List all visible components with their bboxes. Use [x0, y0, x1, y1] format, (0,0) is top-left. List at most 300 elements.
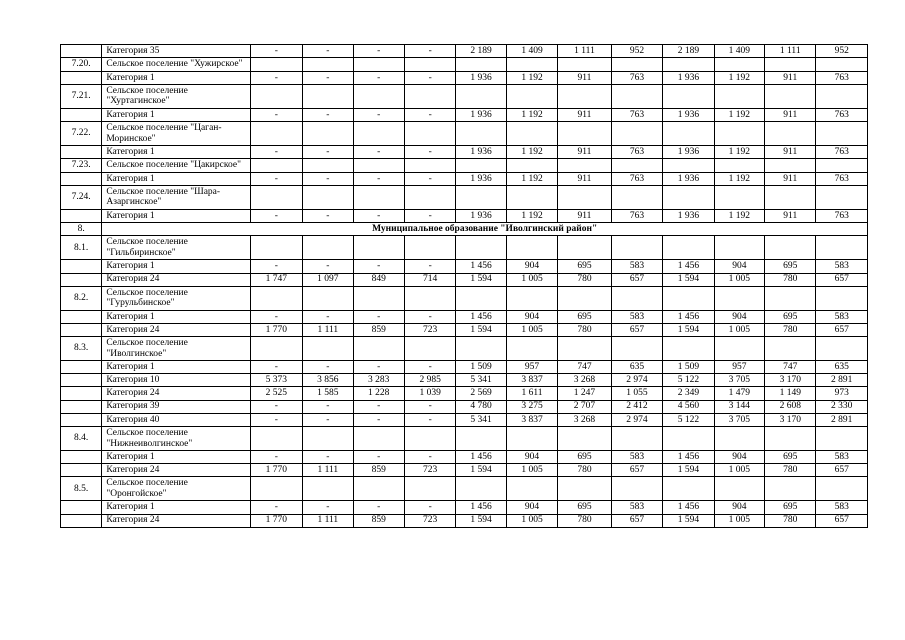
- tariff-value-cell: 2 330: [816, 400, 868, 413]
- empty-cell: [353, 337, 404, 361]
- tariff-value-cell: -: [404, 400, 455, 413]
- category-name: Категория 1: [102, 260, 250, 273]
- empty-cell: [303, 477, 353, 501]
- tariff-value-cell: 695: [558, 260, 611, 273]
- category-row: [61, 209, 868, 222]
- empty-cell: [816, 477, 868, 501]
- tariff-value-cell: 2 974: [611, 413, 662, 426]
- empty-cell: [558, 122, 611, 146]
- tariff-value-cell: 911: [558, 108, 611, 121]
- category-row: [61, 361, 868, 374]
- empty-cell: [611, 286, 662, 310]
- tariff-value-cell: 657: [816, 273, 868, 286]
- tariff-value-cell: 3 170: [765, 374, 816, 387]
- tariff-value-cell: -: [303, 71, 353, 84]
- settlement-name: Сельское поселение "Шара-Азаргинское": [102, 185, 250, 209]
- tariff-value-cell: -: [353, 310, 404, 323]
- tariff-value-cell: -: [353, 400, 404, 413]
- empty-cell: [611, 122, 662, 146]
- tariff-value-cell: 583: [816, 451, 868, 464]
- empty-cell: [714, 337, 764, 361]
- empty-cell: [765, 58, 816, 72]
- tariff-value-cell: 3 837: [506, 413, 557, 426]
- tariff-value-cell: 1 005: [714, 464, 764, 477]
- empty-cell: [353, 286, 404, 310]
- tariff-value-cell: -: [250, 71, 302, 84]
- tariff-value-cell: 3 144: [714, 400, 764, 413]
- empty-cell: [303, 337, 353, 361]
- tariff-value-cell: -: [303, 310, 353, 323]
- tariff-value-cell: 657: [816, 464, 868, 477]
- tariff-value-cell: 763: [816, 71, 868, 84]
- tariff-value-cell: 747: [765, 361, 816, 374]
- tariff-value-cell: 1 228: [353, 387, 404, 400]
- tariff-value-cell: -: [303, 45, 353, 58]
- tariff-value-cell: -: [303, 172, 353, 185]
- empty-cell: [506, 58, 557, 72]
- tariff-value-cell: -: [404, 172, 455, 185]
- empty-cell: [456, 427, 506, 451]
- category-row: [61, 323, 868, 336]
- tariff-value-cell: 952: [611, 45, 662, 58]
- empty-cell: [663, 427, 714, 451]
- tariff-value-cell: -: [250, 260, 302, 273]
- empty-cell: [250, 122, 302, 146]
- empty-cell: [506, 84, 557, 108]
- tariff-value-cell: 1 509: [663, 361, 714, 374]
- tariff-value-cell: -: [303, 413, 353, 426]
- tariff-value-cell: 723: [404, 323, 455, 336]
- settlement-name: Сельское поселение "Гильбиринское": [102, 236, 250, 260]
- tariff-value-cell: 1 005: [506, 273, 557, 286]
- tariff-value-cell: 859: [353, 323, 404, 336]
- settlement-name: Сельское поселение "Гурульбинское": [102, 286, 250, 310]
- tariff-value-cell: 1 456: [456, 451, 506, 464]
- empty-cell: [303, 236, 353, 260]
- tariff-value-cell: -: [353, 71, 404, 84]
- empty-cell: [506, 286, 557, 310]
- empty-cell: [558, 337, 611, 361]
- tariff-value-cell: -: [404, 413, 455, 426]
- empty-cell: [456, 122, 506, 146]
- tariff-value-cell: -: [353, 172, 404, 185]
- tariff-value-cell: 1 111: [558, 45, 611, 58]
- settlement-name: Сельское поселение "Иволгинское": [102, 337, 250, 361]
- tariff-value-cell: 723: [404, 514, 455, 527]
- category-name: Категория 1: [102, 108, 250, 121]
- tariff-value-cell: 1 509: [456, 361, 506, 374]
- tariff-value-cell: -: [404, 310, 455, 323]
- category-name: Категория 10: [102, 374, 250, 387]
- tariff-value-cell: 1 594: [663, 323, 714, 336]
- tariff-value-cell: 695: [765, 451, 816, 464]
- category-row: [61, 273, 868, 286]
- tariff-value-cell: 1 770: [250, 323, 302, 336]
- tariff-value-cell: 911: [558, 71, 611, 84]
- row-number-cell: [61, 514, 102, 527]
- tariff-value-cell: -: [404, 260, 455, 273]
- tariff-value-cell: 3 705: [714, 374, 764, 387]
- tariff-value-cell: 1 192: [714, 146, 764, 159]
- settlement-number: 7.24.: [61, 185, 102, 209]
- tariff-value-cell: 747: [558, 361, 611, 374]
- settlement-row: [61, 427, 868, 451]
- tariff-value-cell: -: [353, 361, 404, 374]
- empty-cell: [558, 159, 611, 173]
- tariff-value-cell: 1 005: [714, 273, 764, 286]
- tariff-value-cell: -: [404, 361, 455, 374]
- tariff-value-cell: 1 192: [714, 71, 764, 84]
- row-number-cell: [61, 273, 102, 286]
- tariff-value-cell: 1 192: [506, 172, 557, 185]
- tariff-value-cell: 1 936: [663, 71, 714, 84]
- empty-cell: [404, 122, 455, 146]
- empty-cell: [404, 185, 455, 209]
- settlement-number: 8.1.: [61, 236, 102, 260]
- tariff-value-cell: 657: [611, 323, 662, 336]
- empty-cell: [303, 185, 353, 209]
- tariff-value-cell: 3 705: [714, 413, 764, 426]
- tariff-value-cell: 763: [816, 146, 868, 159]
- tariff-value-cell: 3 275: [506, 400, 557, 413]
- empty-cell: [765, 122, 816, 146]
- tariff-value-cell: -: [250, 310, 302, 323]
- settlement-row: [61, 236, 868, 260]
- tariff-value-cell: -: [250, 209, 302, 222]
- tariff-value-cell: 1 111: [303, 464, 353, 477]
- tariff-value-cell: 657: [816, 514, 868, 527]
- row-number-cell: [61, 464, 102, 477]
- empty-cell: [303, 58, 353, 72]
- category-name: Категория 1: [102, 310, 250, 323]
- empty-cell: [765, 427, 816, 451]
- empty-cell: [404, 286, 455, 310]
- row-number-cell: [61, 451, 102, 464]
- empty-cell: [714, 122, 764, 146]
- empty-cell: [404, 58, 455, 72]
- empty-cell: [250, 337, 302, 361]
- tariff-value-cell: -: [353, 501, 404, 514]
- empty-cell: [558, 185, 611, 209]
- settlement-number: 7.21.: [61, 84, 102, 108]
- empty-cell: [558, 84, 611, 108]
- empty-cell: [663, 58, 714, 72]
- tariff-value-cell: 1 111: [303, 323, 353, 336]
- tariff-value-cell: -: [404, 108, 455, 121]
- category-row: [61, 514, 868, 527]
- tariff-value-cell: -: [303, 451, 353, 464]
- tariff-value-cell: 904: [714, 310, 764, 323]
- category-name: Категория 1: [102, 361, 250, 374]
- tariff-value-cell: 1 936: [456, 108, 506, 121]
- tariff-value-cell: 904: [714, 451, 764, 464]
- empty-cell: [663, 236, 714, 260]
- empty-cell: [714, 159, 764, 173]
- tariff-value-cell: -: [303, 108, 353, 121]
- empty-cell: [611, 185, 662, 209]
- tariff-value-cell: 3 268: [558, 374, 611, 387]
- tariff-value-cell: 1 594: [456, 273, 506, 286]
- settlement-number: 7.23.: [61, 159, 102, 173]
- empty-cell: [303, 84, 353, 108]
- tariff-value-cell: 2 891: [816, 413, 868, 426]
- settlement-number: 8.5.: [61, 477, 102, 501]
- tariff-value-cell: -: [250, 501, 302, 514]
- tariff-value-cell: 763: [611, 71, 662, 84]
- category-row: [61, 400, 868, 413]
- empty-cell: [250, 477, 302, 501]
- tariff-value-cell: 657: [611, 514, 662, 527]
- tariff-value-cell: 859: [353, 514, 404, 527]
- empty-cell: [250, 236, 302, 260]
- tariff-value-cell: 5 341: [456, 374, 506, 387]
- tariff-value-cell: -: [303, 146, 353, 159]
- tariff-value-cell: 1 005: [506, 323, 557, 336]
- tariff-value-cell: 763: [611, 146, 662, 159]
- tariff-value-cell: 583: [611, 451, 662, 464]
- empty-cell: [353, 185, 404, 209]
- empty-cell: [663, 84, 714, 108]
- tariff-value-cell: 859: [353, 464, 404, 477]
- empty-cell: [404, 477, 455, 501]
- tariff-value-cell: 695: [765, 310, 816, 323]
- empty-cell: [353, 477, 404, 501]
- empty-cell: [303, 159, 353, 173]
- tariff-value-cell: 635: [816, 361, 868, 374]
- category-row: [61, 146, 868, 159]
- settlement-name: Сельское поселение "Цаган-Моринское": [102, 122, 250, 146]
- tariff-value-cell: 1 936: [663, 172, 714, 185]
- settlement-number: 7.22.: [61, 122, 102, 146]
- empty-cell: [714, 84, 764, 108]
- category-name: Категория 24: [102, 273, 250, 286]
- tariff-value-cell: -: [404, 451, 455, 464]
- tariff-value-cell: 2 189: [456, 45, 506, 58]
- tariff-value-cell: 1 936: [456, 146, 506, 159]
- empty-cell: [404, 427, 455, 451]
- row-number-cell: [61, 501, 102, 514]
- empty-cell: [663, 185, 714, 209]
- tariff-value-cell: 1 039: [404, 387, 455, 400]
- tariff-value-cell: 952: [816, 45, 868, 58]
- row-number-cell: [61, 400, 102, 413]
- empty-cell: [250, 185, 302, 209]
- empty-cell: [558, 58, 611, 72]
- settlement-name: Сельское поселение "Оронгойское": [102, 477, 250, 501]
- tariff-value-cell: 780: [558, 273, 611, 286]
- settlement-row: [61, 159, 868, 173]
- empty-cell: [353, 84, 404, 108]
- empty-cell: [353, 159, 404, 173]
- category-name: Категория 24: [102, 323, 250, 336]
- tariff-value-cell: 1 149: [765, 387, 816, 400]
- tariff-value-cell: 763: [611, 108, 662, 121]
- tariff-value-cell: 1 936: [663, 108, 714, 121]
- tariff-value-cell: 911: [765, 108, 816, 121]
- settlement-number: 7.20.: [61, 58, 102, 72]
- row-number-cell: [61, 45, 102, 58]
- tariff-value-cell: 911: [765, 172, 816, 185]
- empty-cell: [765, 185, 816, 209]
- empty-cell: [506, 477, 557, 501]
- tariff-value-cell: 904: [506, 260, 557, 273]
- empty-cell: [765, 236, 816, 260]
- settlement-row: [61, 477, 868, 501]
- tariff-value-cell: 911: [558, 172, 611, 185]
- tariff-value-cell: 1 936: [456, 71, 506, 84]
- empty-cell: [611, 159, 662, 173]
- tariff-value-cell: 583: [816, 310, 868, 323]
- empty-cell: [303, 122, 353, 146]
- tariff-value-cell: 780: [765, 464, 816, 477]
- tariff-value-cell: 4 560: [663, 400, 714, 413]
- category-name: Категория 35: [102, 45, 250, 58]
- category-name: Категория 1: [102, 172, 250, 185]
- category-row: [61, 71, 868, 84]
- tariff-value-cell: 583: [816, 260, 868, 273]
- tariff-value-cell: -: [250, 172, 302, 185]
- settlement-name: Сельское поселение "Хуртагинское": [102, 84, 250, 108]
- tariff-value-cell: 904: [506, 310, 557, 323]
- tariff-value-cell: 2 707: [558, 400, 611, 413]
- tariff-value-cell: 911: [765, 71, 816, 84]
- tariff-value-cell: 1 456: [456, 260, 506, 273]
- empty-cell: [765, 477, 816, 501]
- tariff-value-cell: 695: [558, 451, 611, 464]
- empty-cell: [558, 427, 611, 451]
- category-name: Категория 1: [102, 209, 250, 222]
- empty-cell: [816, 185, 868, 209]
- row-number-cell: [61, 260, 102, 273]
- tariff-value-cell: -: [250, 108, 302, 121]
- tariff-value-cell: -: [404, 209, 455, 222]
- tariff-value-cell: 763: [816, 172, 868, 185]
- tariff-value-cell: -: [303, 361, 353, 374]
- tariff-value-cell: 5 122: [663, 413, 714, 426]
- row-number-cell: [61, 209, 102, 222]
- empty-cell: [816, 58, 868, 72]
- tariff-value-cell: 1 585: [303, 387, 353, 400]
- tariff-value-cell: 3 837: [506, 374, 557, 387]
- empty-cell: [714, 185, 764, 209]
- empty-cell: [714, 236, 764, 260]
- tariff-value-cell: 1 770: [250, 514, 302, 527]
- row-number-cell: [61, 361, 102, 374]
- empty-cell: [714, 58, 764, 72]
- category-name: Категория 24: [102, 464, 250, 477]
- empty-cell: [404, 236, 455, 260]
- tariff-table: [60, 44, 868, 528]
- empty-cell: [250, 286, 302, 310]
- empty-cell: [714, 477, 764, 501]
- tariff-value-cell: 1 192: [506, 209, 557, 222]
- category-row: [61, 310, 868, 323]
- tariff-value-cell: 1 192: [714, 108, 764, 121]
- category-name: Категория 24: [102, 387, 250, 400]
- row-number-cell: [61, 172, 102, 185]
- empty-cell: [816, 236, 868, 260]
- tariff-value-cell: 2 189: [663, 45, 714, 58]
- tariff-value-cell: 1 936: [456, 172, 506, 185]
- row-number-cell: [61, 310, 102, 323]
- tariff-value-cell: 2 891: [816, 374, 868, 387]
- tariff-value-cell: 911: [558, 209, 611, 222]
- tariff-value-cell: 2 608: [765, 400, 816, 413]
- tariff-value-cell: 714: [404, 273, 455, 286]
- empty-cell: [456, 185, 506, 209]
- tariff-value-cell: -: [250, 361, 302, 374]
- settlement-name: Сельское поселение "Нижнеиволгинское": [102, 427, 250, 451]
- tariff-value-cell: -: [353, 209, 404, 222]
- empty-cell: [456, 84, 506, 108]
- empty-cell: [765, 159, 816, 173]
- tariff-value-cell: 5 341: [456, 413, 506, 426]
- tariff-value-cell: 1 456: [663, 260, 714, 273]
- tariff-value-cell: 1 770: [250, 464, 302, 477]
- tariff-value-cell: -: [250, 413, 302, 426]
- empty-cell: [506, 427, 557, 451]
- tariff-value-cell: 973: [816, 387, 868, 400]
- tariff-value-cell: 957: [506, 361, 557, 374]
- empty-cell: [816, 159, 868, 173]
- row-number-cell: [61, 146, 102, 159]
- tariff-value-cell: 1 097: [303, 273, 353, 286]
- empty-cell: [456, 337, 506, 361]
- tariff-value-cell: 635: [611, 361, 662, 374]
- empty-cell: [404, 337, 455, 361]
- tariff-value-cell: -: [303, 501, 353, 514]
- tariff-value-cell: 3 283: [353, 374, 404, 387]
- row-number-cell: [61, 413, 102, 426]
- settlement-name: Сельское поселение "Хужирское": [102, 58, 250, 72]
- category-name: Категория 40: [102, 413, 250, 426]
- empty-cell: [404, 159, 455, 173]
- tariff-value-cell: -: [353, 260, 404, 273]
- settlement-row: [61, 122, 868, 146]
- empty-cell: [353, 427, 404, 451]
- settlement-row: [61, 84, 868, 108]
- empty-cell: [765, 337, 816, 361]
- tariff-value-cell: 1 594: [663, 273, 714, 286]
- empty-cell: [816, 122, 868, 146]
- tariff-value-cell: 1 192: [506, 146, 557, 159]
- table-body: [61, 45, 868, 528]
- empty-cell: [558, 236, 611, 260]
- tariff-value-cell: 1 456: [456, 310, 506, 323]
- tariff-value-cell: 4 780: [456, 400, 506, 413]
- tariff-value-cell: -: [353, 146, 404, 159]
- tariff-value-cell: -: [250, 146, 302, 159]
- empty-cell: [714, 286, 764, 310]
- empty-cell: [765, 286, 816, 310]
- settlement-row: [61, 185, 868, 209]
- tariff-value-cell: 763: [816, 108, 868, 121]
- tariff-value-cell: 1 005: [506, 464, 557, 477]
- tariff-value-cell: 1 594: [456, 514, 506, 527]
- tariff-value-cell: 3 170: [765, 413, 816, 426]
- tariff-value-cell: 763: [611, 172, 662, 185]
- category-row: [61, 451, 868, 464]
- tariff-value-cell: 763: [611, 209, 662, 222]
- section-title: Муниципальное образование "Иволгинский район": [102, 223, 868, 236]
- tariff-value-cell: 780: [765, 323, 816, 336]
- tariff-value-cell: 2 569: [456, 387, 506, 400]
- empty-cell: [456, 58, 506, 72]
- tariff-value-cell: 1 005: [714, 514, 764, 527]
- tariff-value-cell: 657: [611, 464, 662, 477]
- tariff-value-cell: -: [404, 146, 455, 159]
- empty-cell: [663, 122, 714, 146]
